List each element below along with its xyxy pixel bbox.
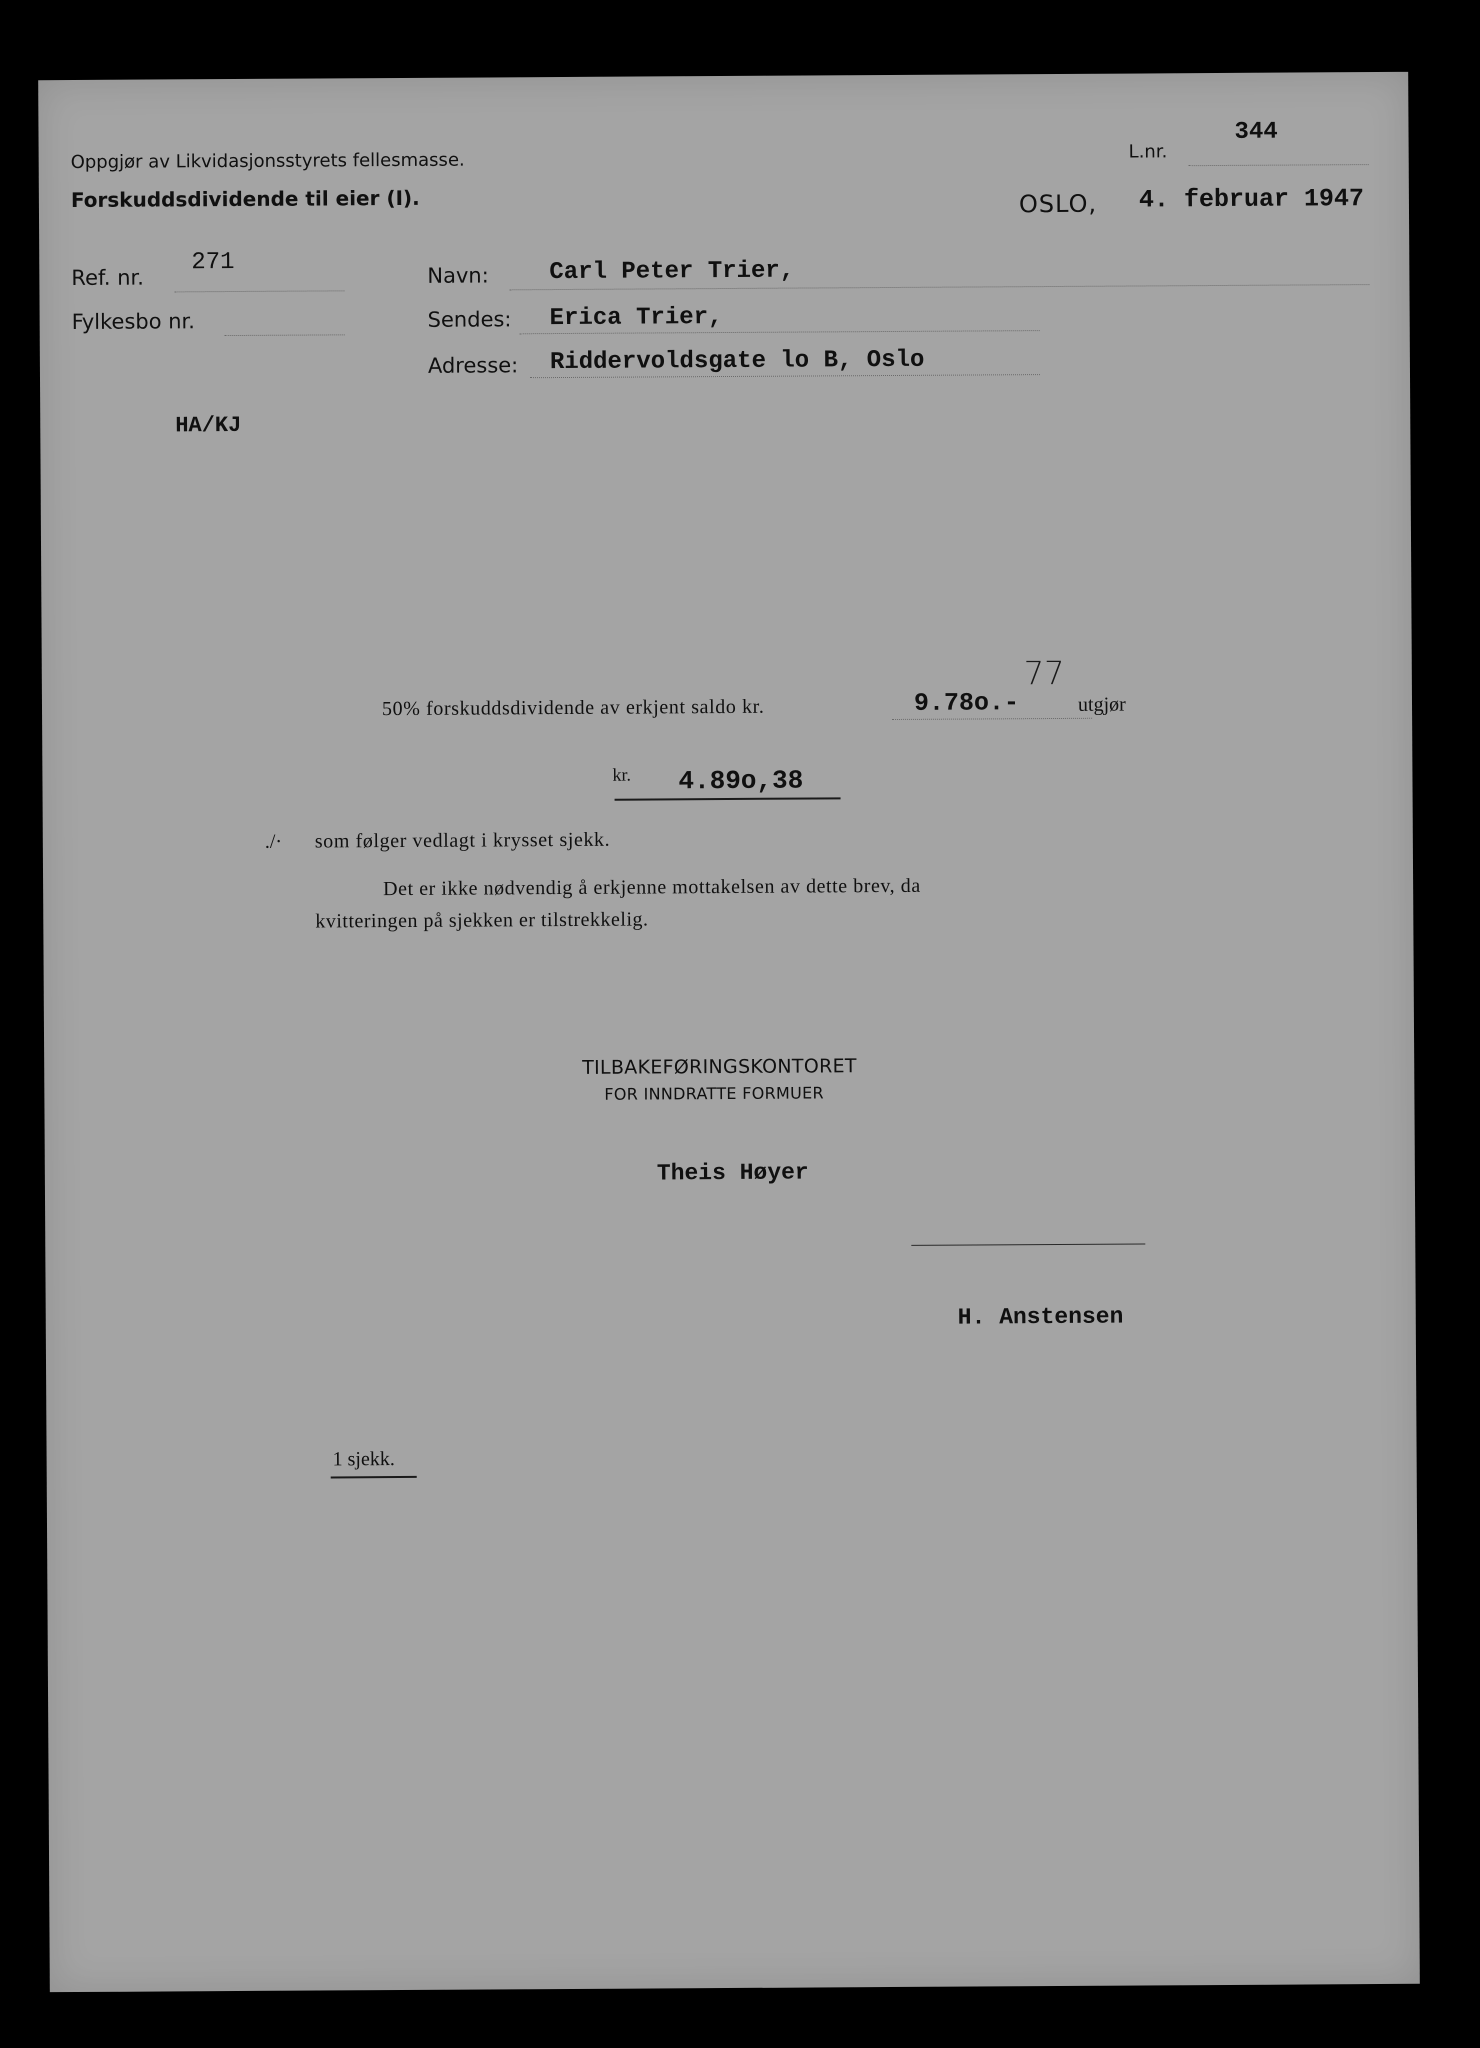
enclosure-text: som følger vedlagt i krysset sjekk. — [314, 828, 611, 853]
office-name-line-2: FOR INNDRATTE FORMUER — [604, 1083, 825, 1104]
sendes-label: Sendes: — [427, 307, 512, 332]
city: OSLO, — [1018, 189, 1098, 219]
header-line-2: Forskuddsdividende til eier (I). — [70, 185, 420, 213]
sendes-value: Erica Trier, — [549, 304, 723, 333]
signature-line — [911, 1243, 1145, 1245]
enclosure-count: 1 sjekk. — [332, 1448, 395, 1471]
saldo-value: 9.78o.- — [913, 688, 1020, 718]
document-page — [38, 72, 1420, 1992]
enclosure-mark: ./· — [264, 830, 283, 853]
initials: HA/KJ — [175, 412, 242, 439]
signer-1: Theis Høyer — [656, 1159, 809, 1187]
fylkesbo-dotted-line — [225, 334, 345, 336]
lnr-label: L.nr. — [1128, 141, 1168, 163]
ref-dotted-line — [174, 290, 344, 292]
amount-underline — [615, 797, 841, 800]
header-line-1: Oppgjør av Likvidasjonsstyrets fellesmasse. — [70, 149, 465, 174]
ref-label: Ref. nr. — [71, 265, 144, 291]
office-name-line-1: TILBAKEFØRINGSKONTORET — [582, 1055, 857, 1079]
amount-value: 4.89o,38 — [678, 765, 804, 797]
paragraph-line-2: kvitteringen på sjekken er tilstrekkelig. — [315, 908, 649, 933]
navn-value: Carl Peter Trier, — [549, 257, 795, 287]
signer-2: H. Anstensen — [957, 1303, 1124, 1331]
dividend-text: 50% forskuddsdividende av erkjent saldo kr. — [381, 695, 765, 721]
adresse-label: Adresse: — [427, 353, 519, 378]
utgjor-text: utgjør — [1077, 693, 1126, 716]
navn-label: Navn: — [427, 263, 489, 288]
saldo-dotted-line — [892, 718, 1092, 720]
fylkesbo-label: Fylkesbo nr. — [71, 309, 195, 335]
paragraph-line-1: Det er ikke nødvendig å erkjenne mottakelsen av dette brev, da — [383, 874, 921, 901]
lnr-value: 344 — [1234, 118, 1278, 146]
letter-date: 4. februar 1947 — [1138, 184, 1365, 215]
amount-prefix: kr. — [612, 764, 632, 785]
saldo-cents-handwritten: 77 — [1023, 653, 1065, 693]
adresse-value: Riddervoldsgate lo B, Oslo — [549, 346, 925, 377]
lnr-dotted-line — [1189, 164, 1369, 166]
ref-value: 271 — [191, 249, 235, 277]
enclosure-count-underline — [331, 1476, 417, 1479]
